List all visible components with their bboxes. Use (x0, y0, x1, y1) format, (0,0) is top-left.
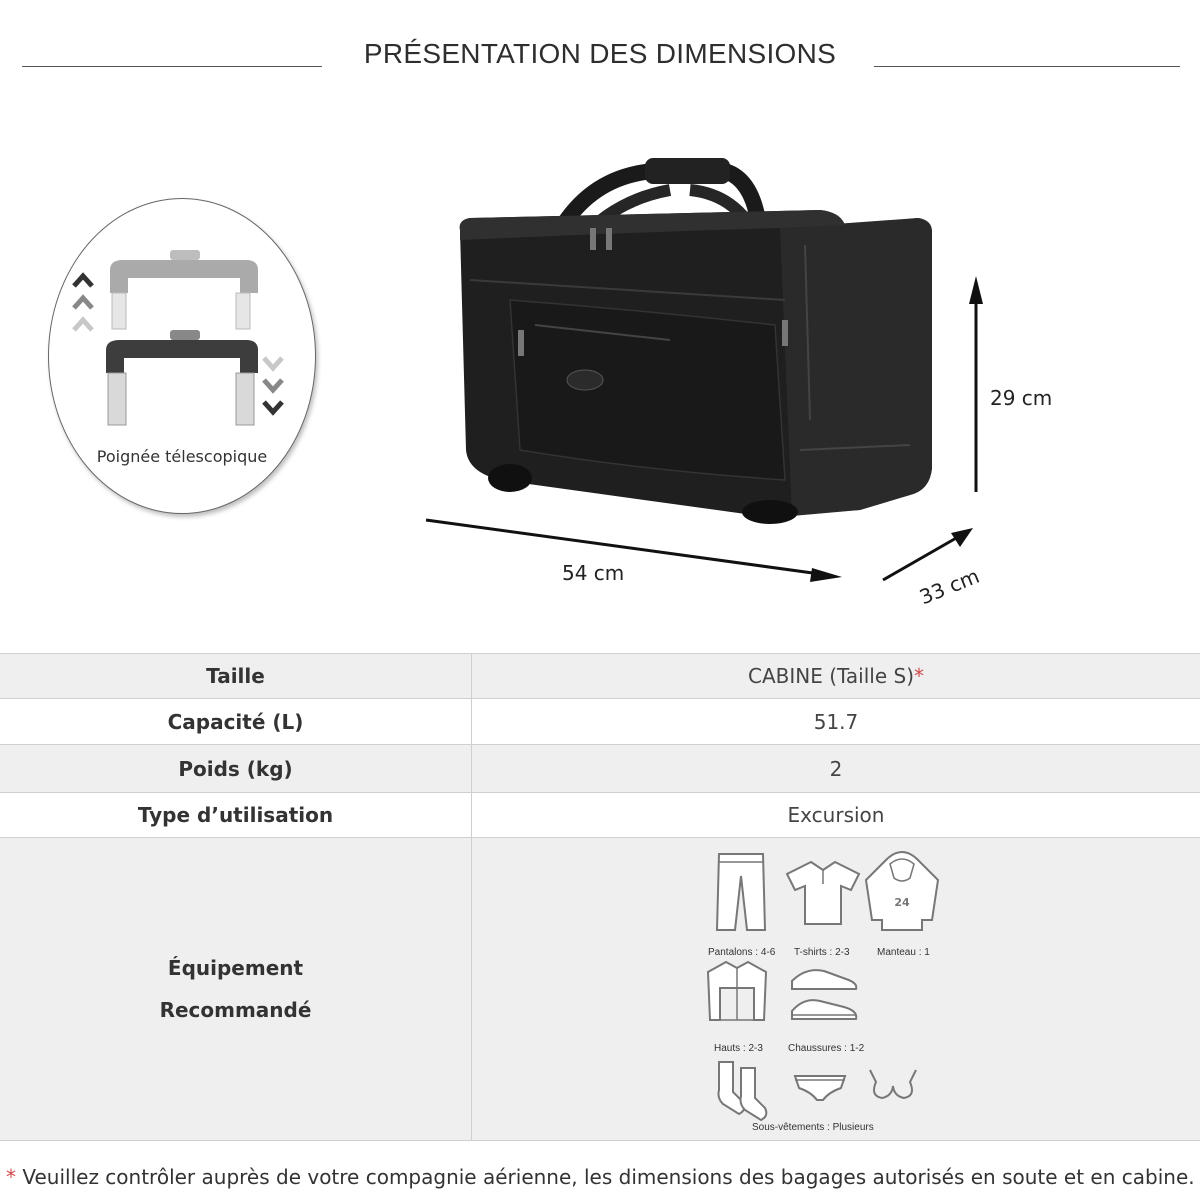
shirt-icon (704, 958, 770, 1024)
table-row (0, 745, 1200, 793)
width-dimension-label: 54 cm (562, 561, 625, 585)
tops-caption: Hauts : 2-3 (714, 1043, 763, 1054)
socks-icon (709, 1058, 771, 1122)
equipment-icons-cell (472, 838, 1200, 1141)
tshirts-caption: T-shirts : 2-3 (794, 947, 850, 958)
equipment-label-line2: Recommandé (159, 998, 312, 1022)
size-value: CABINE (Taille S) (747, 664, 914, 688)
depth-dimension-label: 33 cm (916, 563, 983, 610)
page-title: PRÉSENTATION DES DIMENSIONS (363, 38, 837, 69)
weight-label: Poids (kg) (0, 745, 472, 793)
table-row (0, 654, 1200, 699)
capacity-value: 51.7 (472, 699, 1200, 745)
handle-inset-label: Poignée télescopique (96, 447, 268, 466)
pants-icon (711, 850, 771, 934)
coat-caption: Manteau : 1 (877, 947, 930, 958)
bra-icon (866, 1066, 920, 1104)
shoes-caption: Chaussures : 1-2 (788, 1043, 865, 1054)
footnote-marker: * (6, 1165, 16, 1189)
table-row (0, 838, 1200, 1141)
usage-label: Type d’utilisation (0, 793, 472, 838)
hoodie-number: 24 (894, 896, 910, 909)
size-footnote-marker: * (914, 664, 924, 688)
footnote-text: Veuillez contrôler auprès de votre compagnie aérienne, les dimensions des bagages autorisés en soute et en cabine. (16, 1165, 1195, 1189)
underwear-caption: Sous-vêtements : Plusieurs (752, 1122, 874, 1133)
height-dimension-label: 29 cm (990, 386, 1053, 410)
usage-value: Excursion (472, 793, 1200, 838)
size-label: Taille (0, 654, 472, 699)
weight-value: 2 (472, 745, 1200, 793)
table-row (0, 793, 1200, 838)
footnote (6, 1165, 1195, 1189)
equipment-label-line1: Équipement (167, 956, 304, 980)
pants-caption: Pantalons : 4-6 (708, 947, 776, 958)
spec-table (0, 653, 1200, 1141)
hoodie-icon (862, 850, 942, 934)
equipment-label-cell (0, 838, 472, 1141)
capacity-label: Capacité (L) (0, 699, 472, 745)
size-value-cell (472, 654, 1200, 699)
table-row (0, 699, 1200, 745)
equipment-icons (706, 838, 966, 1140)
underwear-icon (791, 1070, 849, 1104)
shoes-icon (786, 961, 860, 1027)
tshirt-icon (783, 858, 863, 928)
